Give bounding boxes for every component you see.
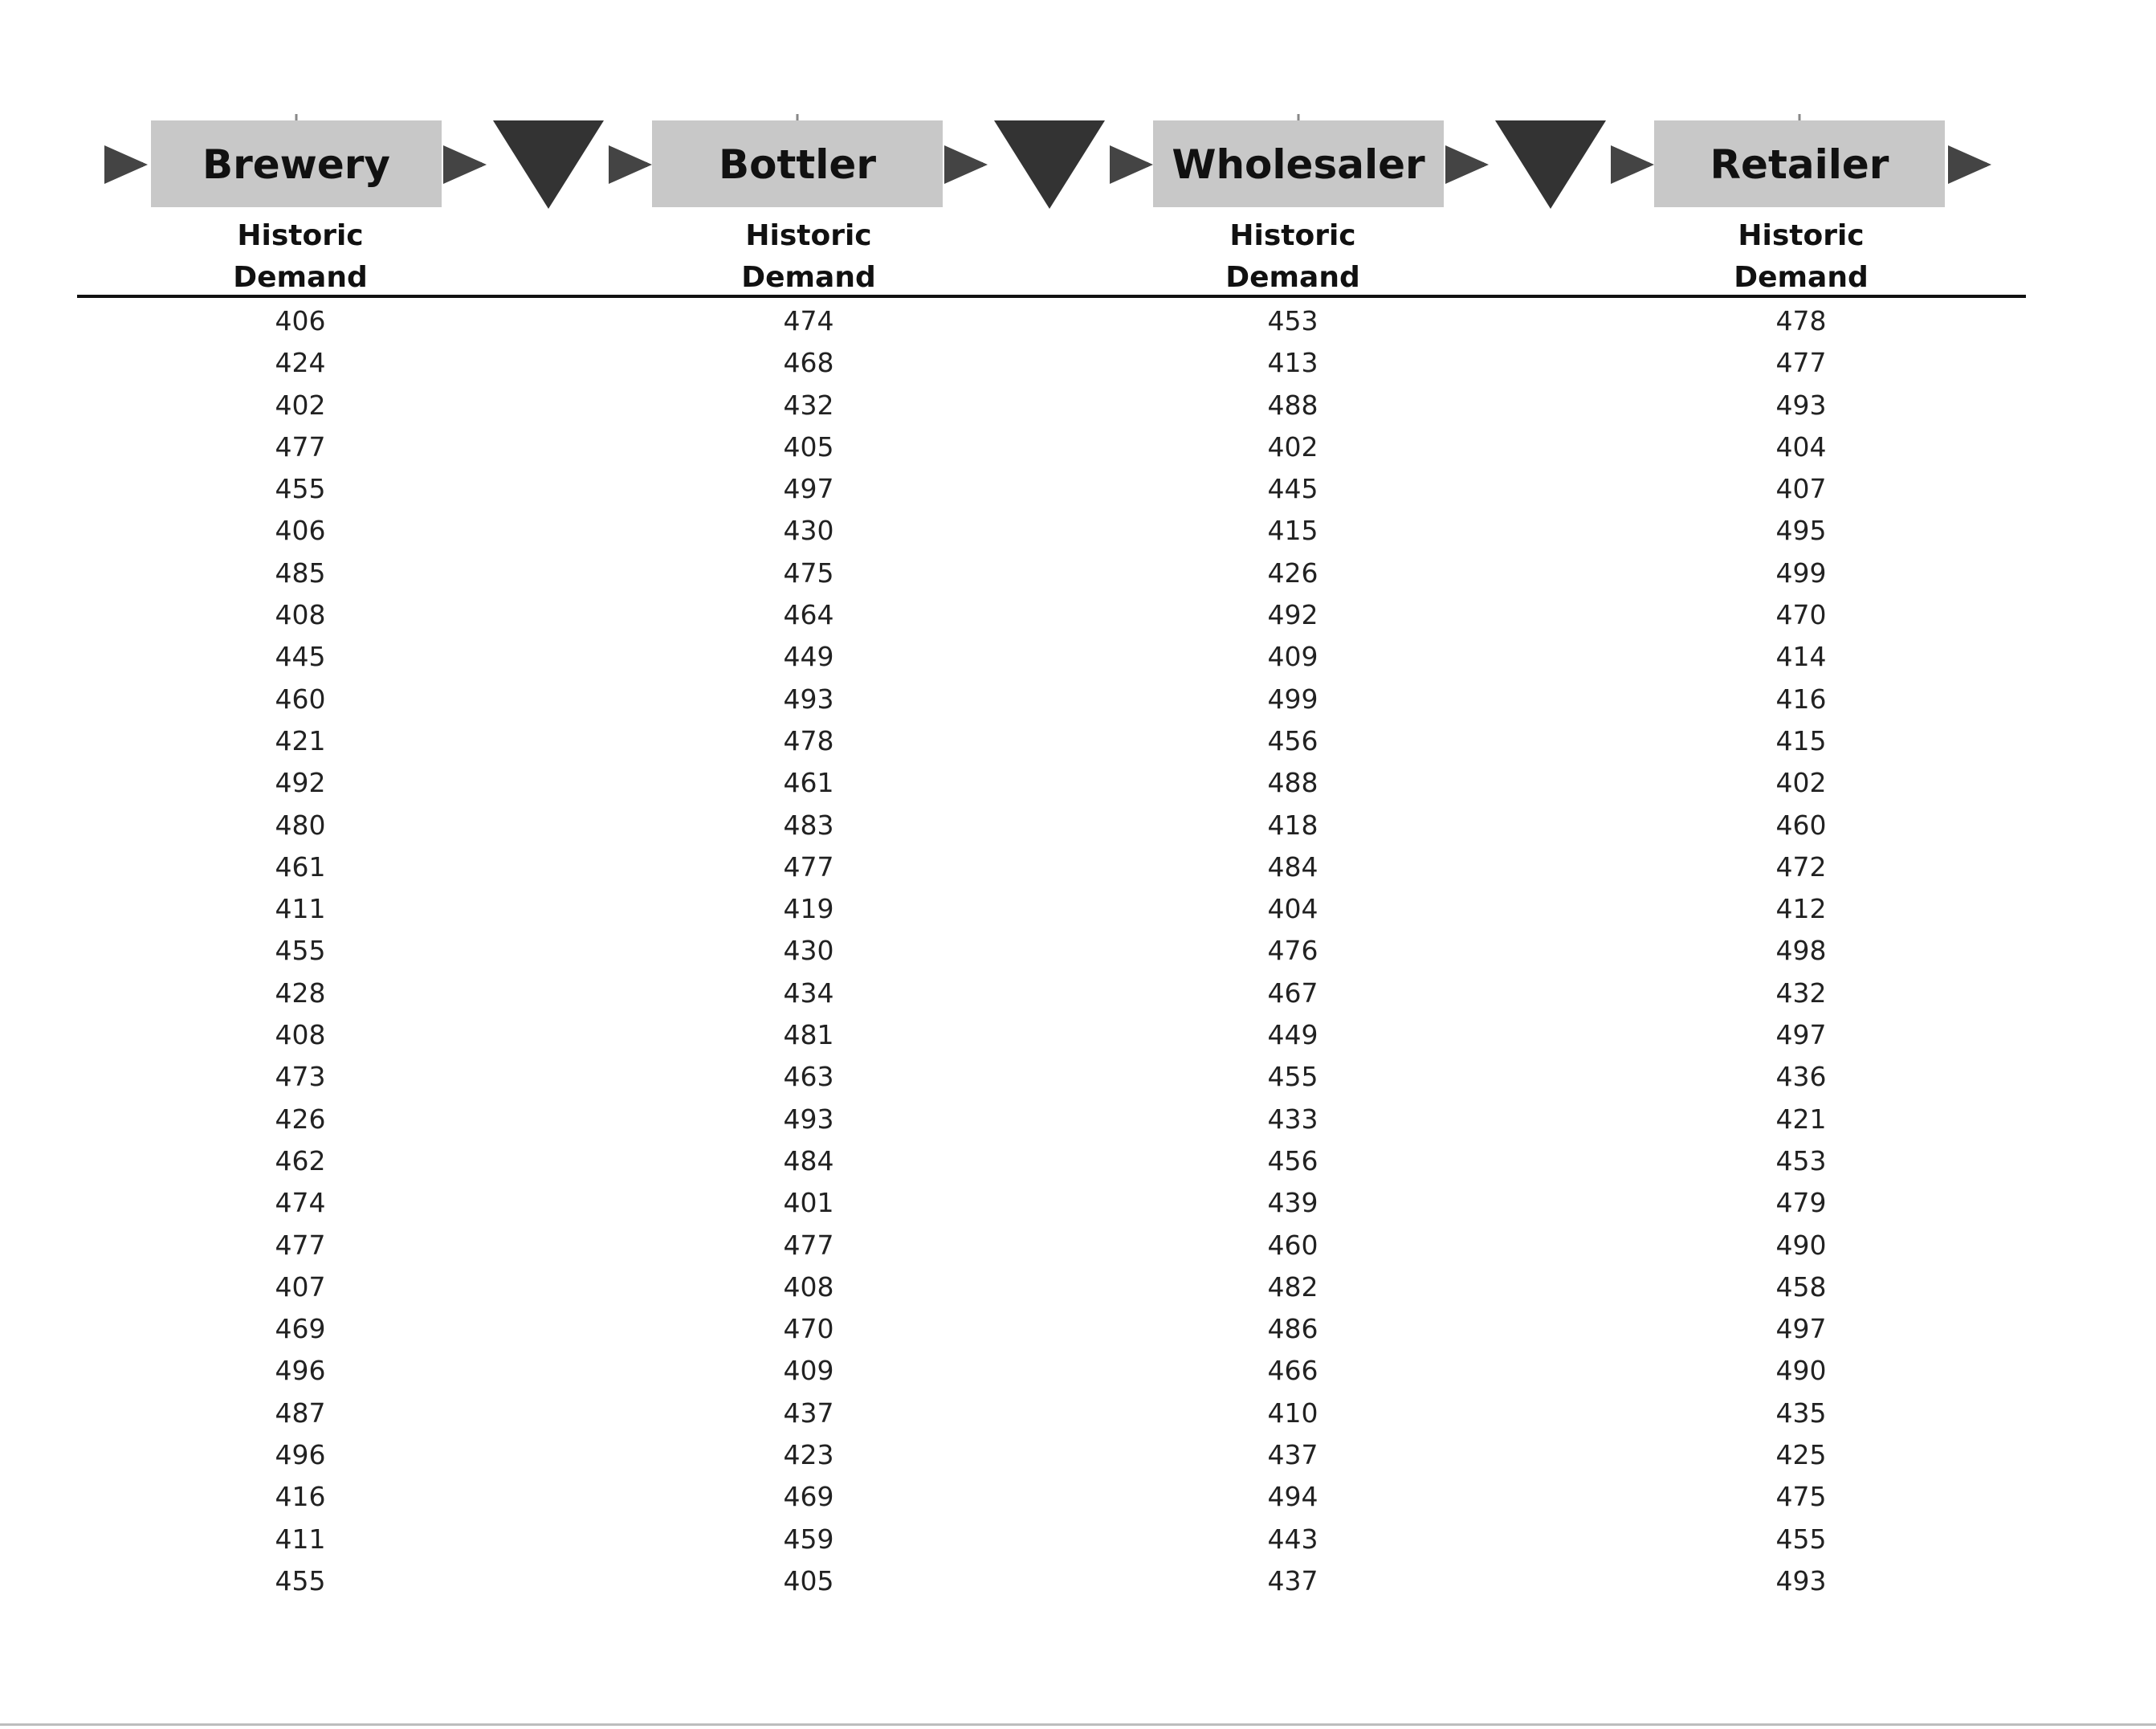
header-line: Historic [1738,219,1865,252]
table-cell: 476 [1267,935,1318,967]
table-cell: 416 [275,1481,326,1513]
header-rule [77,295,2026,298]
table-cell: 499 [1775,557,1827,589]
table-cell: 488 [1267,767,1318,799]
table-cell: 466 [1267,1355,1318,1387]
table-cell: 492 [1267,599,1318,631]
table-cell: 481 [783,1019,834,1051]
table-cell: 421 [275,724,326,756]
table-cell: 479 [1775,1187,1827,1219]
table-cell: 430 [783,935,834,967]
table-cell: 492 [275,767,326,799]
table-cell: 468 [783,347,834,379]
table-cell: 478 [1775,305,1827,336]
table-cell: 497 [1775,1313,1827,1345]
table-cell: 401 [783,1187,834,1219]
stage-label: Wholesaler [1172,141,1425,188]
table-cell: 474 [275,1187,326,1219]
header-line: Demand [1225,261,1360,294]
stage-label: Bottler [719,141,876,188]
table-cell: 469 [783,1481,834,1513]
table-cell: 443 [1267,1523,1318,1555]
table-cell: 418 [1267,809,1318,841]
table-cell: 497 [783,473,834,505]
header-line: Historic [1229,219,1356,252]
column-header-retailer [1681,215,1922,299]
table-cell: 456 [1267,1144,1318,1176]
table-cell: 436 [1775,1061,1827,1093]
table-cell: 459 [783,1523,834,1555]
bottom-rule [0,1723,2156,1726]
table-cell: 453 [1267,305,1318,336]
table-cell: 488 [1267,389,1318,421]
table-cell: 415 [1775,724,1827,756]
table-cell: 493 [783,683,834,715]
table-cell: 494 [1267,1481,1318,1513]
column-header-brewery [180,215,421,299]
table-cell: 455 [275,1564,326,1596]
stage-wholesaler [1153,114,1444,207]
table-cell: 461 [783,767,834,799]
table-cell: 472 [1775,850,1827,883]
table-cell: 477 [1775,347,1827,379]
table-cell: 449 [1267,1019,1318,1051]
header-line: Demand [741,261,876,294]
table-cell: 423 [783,1439,834,1471]
table-cell: 467 [1267,977,1318,1009]
table-cell: 495 [1775,515,1827,547]
table-cell: 484 [1267,850,1318,883]
table-cell: 402 [1775,767,1827,799]
table-cell: 482 [1267,1270,1318,1303]
table-cell: 470 [783,1313,834,1345]
table-cell: 487 [275,1397,326,1429]
table-cell: 414 [1775,641,1827,673]
table-cell: 409 [1267,641,1318,673]
stage-brewery [151,114,442,207]
column-header-wholesaler [1172,215,1413,299]
table-cell: 477 [275,1229,326,1261]
table-cell: 460 [1775,809,1827,841]
table-cell: 480 [275,809,326,841]
table-cell: 424 [275,347,326,379]
table-cell: 460 [275,683,326,715]
table-cell: 411 [275,1523,326,1555]
table-cell: 405 [783,1564,834,1596]
table-cell: 404 [1267,893,1318,925]
table-cell: 496 [275,1355,326,1387]
table-cell: 406 [275,515,326,547]
table-cell: 497 [1775,1019,1827,1051]
column-wholesaler [1172,300,1413,1602]
table-cell: 437 [1267,1564,1318,1596]
table-cell: 484 [783,1144,834,1176]
table-cell: 460 [1267,1229,1318,1261]
table-cell: 473 [275,1061,326,1093]
table-cell: 458 [1775,1270,1827,1303]
table-cell: 439 [1267,1187,1318,1219]
table-cell: 426 [1267,557,1318,589]
table-cell: 432 [783,389,834,421]
column-header-bottler [688,215,929,299]
table-cell: 477 [783,1229,834,1261]
table-cell: 437 [1267,1439,1318,1471]
table-cell: 421 [1775,1103,1827,1135]
table-cell: 445 [1267,473,1318,505]
header-line: Historic [745,219,872,252]
inventory-triangle-icon [994,120,1105,209]
header-line: Demand [233,261,368,294]
table-cell: 416 [1775,683,1827,715]
table-cell: 408 [275,599,326,631]
inventory-triangle-icon [493,120,604,209]
table-cell: 402 [275,389,326,421]
table-cell: 456 [1267,724,1318,756]
table-cell: 493 [783,1103,834,1135]
table-cell: 410 [1267,1397,1318,1429]
table-cell: 437 [783,1397,834,1429]
table-cell: 464 [783,599,834,631]
table-cell: 499 [1267,683,1318,715]
table-cell: 430 [783,515,834,547]
table-cell: 455 [275,473,326,505]
table-cell: 475 [783,557,834,589]
table-cell: 433 [1267,1103,1318,1135]
table-cell: 453 [1775,1144,1827,1176]
table-cell: 486 [1267,1313,1318,1345]
table-cell: 428 [275,977,326,1009]
stage-label: Brewery [202,141,391,188]
table-cell: 475 [1775,1481,1827,1513]
table-cell: 455 [275,935,326,967]
table-cell: 483 [783,809,834,841]
column-bottler [688,300,929,1602]
table-cell: 408 [783,1270,834,1303]
table-cell: 426 [275,1103,326,1135]
header-line: Demand [1734,261,1869,294]
table-cell: 478 [783,724,834,756]
table-cell: 405 [783,430,834,463]
table-cell: 463 [783,1061,834,1093]
table-cell: 404 [1775,430,1827,463]
table-cell: 469 [275,1313,326,1345]
table-cell: 415 [1267,515,1318,547]
table-cell: 406 [275,305,326,336]
table-cell: 490 [1775,1355,1827,1387]
table-cell: 477 [275,430,326,463]
stage-bottler [652,114,943,207]
stage-label: Retailer [1710,141,1889,188]
table-cell: 462 [275,1144,326,1176]
table-cell: 496 [275,1439,326,1471]
table-cell: 409 [783,1355,834,1387]
table-cell: 445 [275,641,326,673]
table-cell: 470 [1775,599,1827,631]
table-cell: 432 [1775,977,1827,1009]
table-cell: 498 [1775,935,1827,967]
table-cell: 408 [275,1019,326,1051]
table-cell: 493 [1775,1564,1827,1596]
column-brewery [180,300,421,1602]
table-cell: 419 [783,893,834,925]
table-cell: 413 [1267,347,1318,379]
table-cell: 411 [275,893,326,925]
header-line: Historic [237,219,364,252]
table-cell: 493 [1775,389,1827,421]
table-cell: 435 [1775,1397,1827,1429]
table-cell: 461 [275,850,326,883]
inventory-triangle-icon [1495,120,1606,209]
table-cell: 485 [275,557,326,589]
table-cell: 407 [1775,473,1827,505]
table-cell: 425 [1775,1439,1827,1471]
table-cell: 455 [1775,1523,1827,1555]
table-cell: 455 [1267,1061,1318,1093]
table-cell: 449 [783,641,834,673]
table-cell: 477 [783,850,834,883]
table-cell: 434 [783,977,834,1009]
table-cell: 474 [783,305,834,336]
stage-retailer [1654,114,1945,207]
table-cell: 412 [1775,893,1827,925]
table-cell: 407 [275,1270,326,1303]
column-retailer [1681,300,1922,1602]
table-cell: 402 [1267,430,1318,463]
table-cell: 490 [1775,1229,1827,1261]
